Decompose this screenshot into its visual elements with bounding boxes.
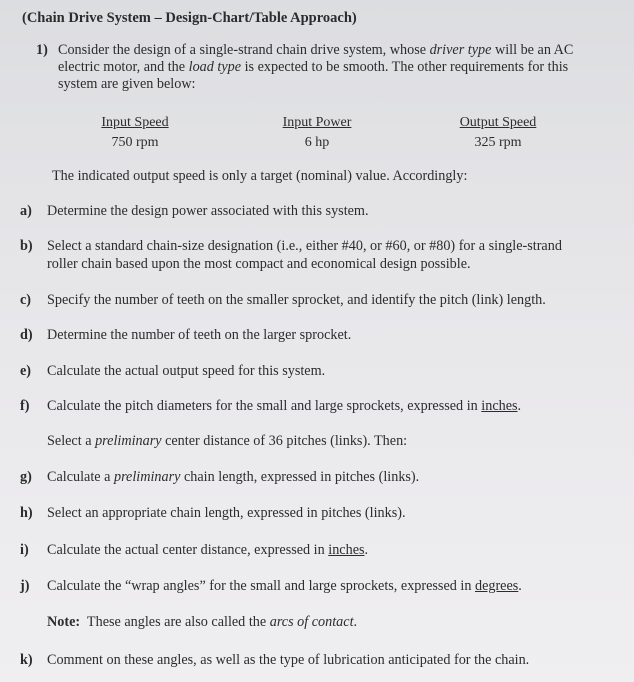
requirement-value: 325 rpm (474, 135, 522, 150)
requirement-value: 750 rpm (111, 135, 159, 150)
requirement-label: Input Speed (101, 115, 169, 130)
item-label: f) (20, 398, 30, 414)
requirement-label: Output Speed (459, 115, 537, 130)
select-instruction: Select a preliminary center distance of 36 pitches (links). Then: (47, 433, 408, 449)
item-text: Calculate the actual center distance, expressed in inches. (47, 542, 369, 558)
requirement-value: 6 hp (304, 135, 330, 150)
statement-line-1: Consider the design of a single-strand chain drive system, whose driver type will be an AC (58, 42, 574, 58)
item-label: d) (20, 327, 33, 343)
indicated-note: The indicated output speed is only a target (nominal) value. Accordingly: (52, 168, 468, 184)
requirement-output-speed (452, 113, 544, 153)
wrap-angle-note: Note: These angles are also called the arcs of contact. (47, 614, 358, 630)
item-text: Calculate the “wrap angles” for the small and large sprockets, expressed in degrees. (47, 578, 522, 594)
statement-line-3: system are given below: (58, 76, 196, 92)
item-label: i) (20, 542, 29, 558)
requirement-input-speed (95, 113, 175, 153)
item-label: g) (20, 469, 32, 485)
item-label: b) (20, 238, 33, 254)
item-text: Determine the number of teeth on the larger sprocket. (47, 327, 352, 343)
requirement-label: Input Power (282, 115, 352, 130)
item-label: h) (20, 505, 33, 521)
item-text: Calculate a preliminary chain length, expressed in pitches (links). (47, 469, 420, 485)
document-title: (Chain Drive System – Design-Chart/Table Approach) (22, 10, 357, 26)
statement-line-2: electric motor, and the load type is expected to be smooth. The other requirements for this (58, 59, 569, 75)
item-text: Calculate the pitch diameters for the small and large sprockets, expressed in inches. (47, 398, 522, 414)
item-text: Select an appropriate chain length, expressed in pitches (links). (47, 505, 406, 521)
item-text: Select a standard chain-size designation (i.e., either #40, or #60, or #80) for a single-strand roller chain based upon the most compact and economical design possible. (47, 238, 562, 272)
item-text: Determine the design power associated with this system. (47, 203, 369, 219)
item-label: c) (20, 292, 32, 308)
problem-statement (58, 42, 618, 93)
item-text: Calculate the actual output speed for this system. (47, 363, 326, 379)
item-label: e) (20, 363, 32, 379)
item-label: j) (20, 578, 30, 594)
item-label: a) (20, 203, 32, 219)
item-text: Comment on these angles, as well as the type of lubrication anticipated for the chain. (47, 652, 530, 668)
problem-number: 1) (36, 42, 48, 58)
item-text: Specify the number of teeth on the smaller sprocket, and identify the pitch (link) length. (47, 292, 546, 308)
item-label: k) (20, 652, 33, 668)
requirement-input-power (275, 113, 359, 153)
